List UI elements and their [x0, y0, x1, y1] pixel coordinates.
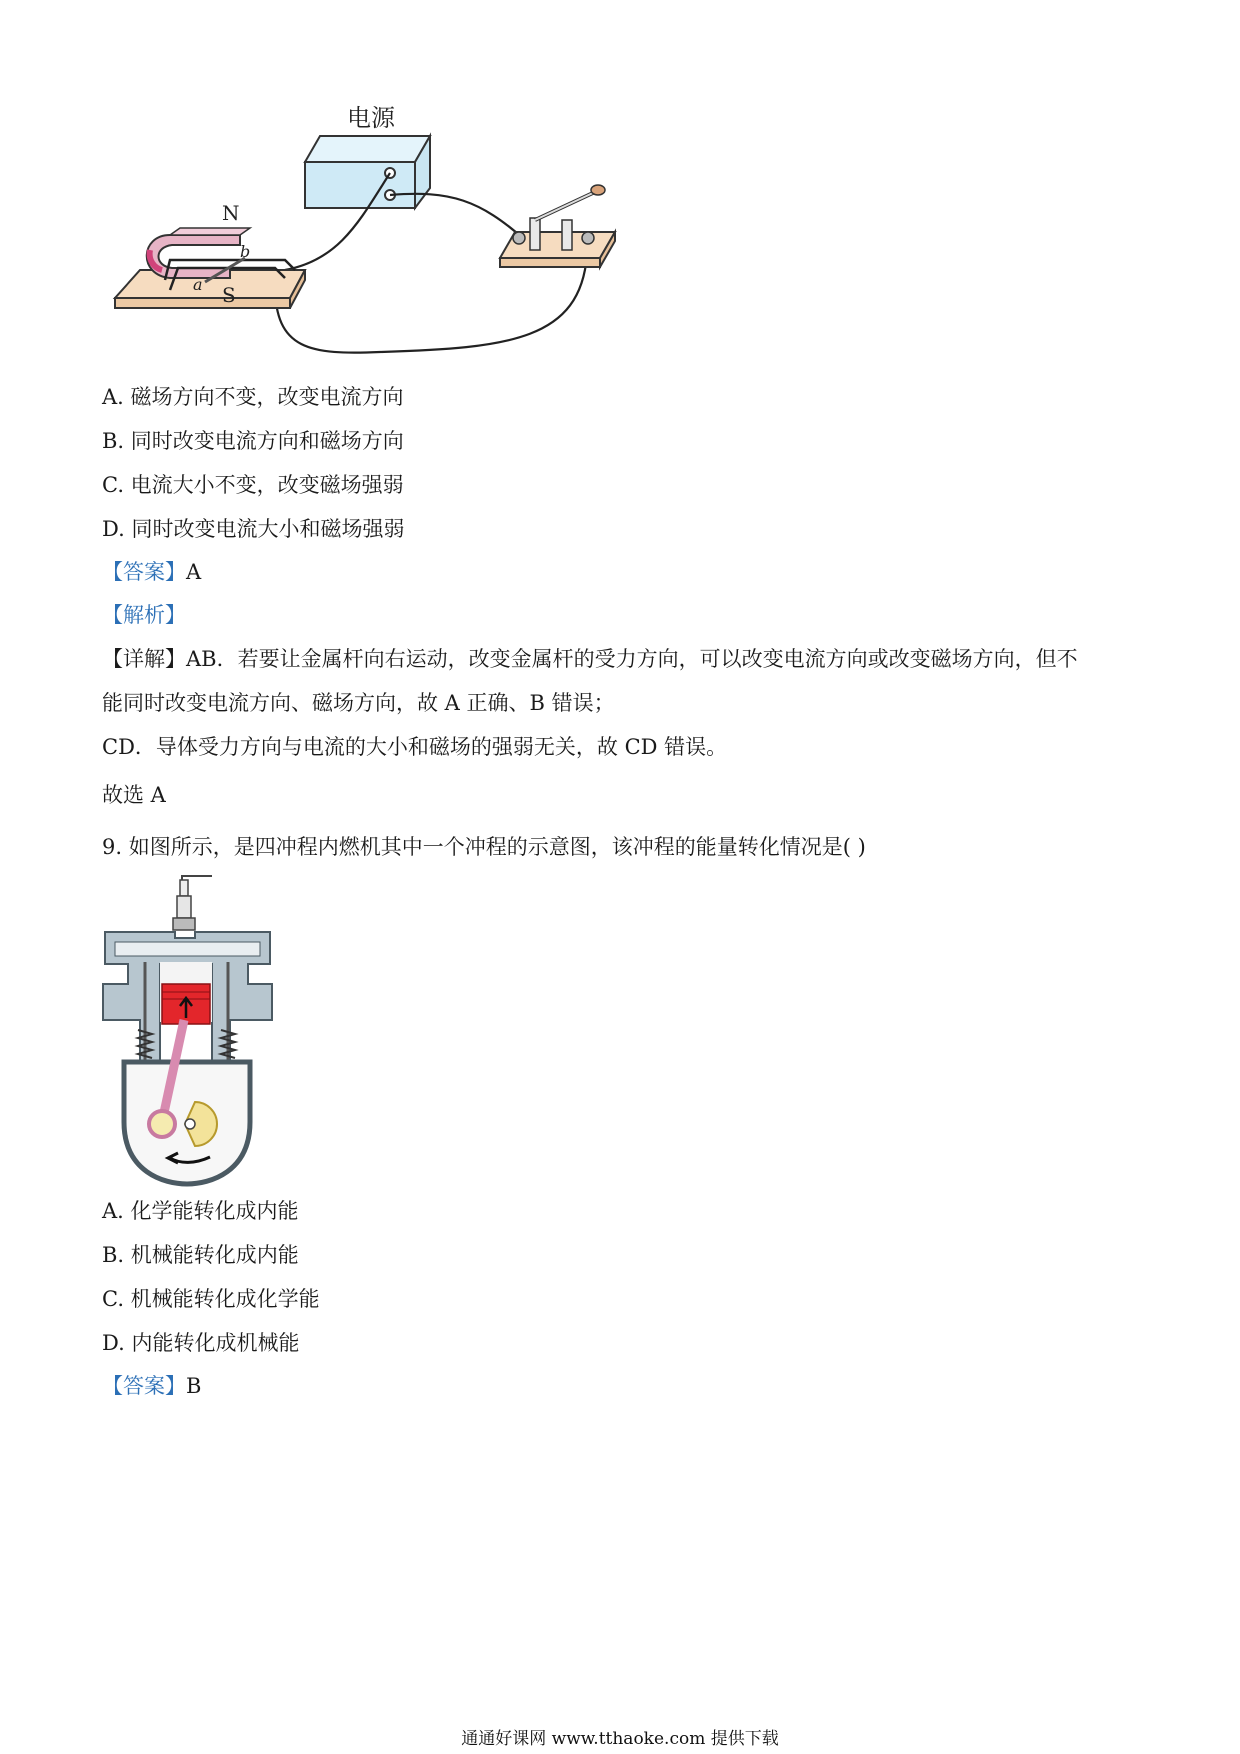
conclusion: 故选 A: [102, 783, 166, 807]
answer-value: A: [186, 560, 202, 584]
answer-tag: 【答案】: [102, 1374, 186, 1398]
wire: [275, 255, 587, 353]
option-d: D. 同时改变电流大小和磁场强弱: [102, 517, 405, 541]
power-label: 电源: [347, 104, 395, 132]
page-footer: 通通好课网 www.tthaoke.com 提供下载: [461, 1729, 779, 1749]
detail-line-3: CD．导体受力方向与电流的大小和磁场的强弱无关，故 CD 错误。: [102, 735, 728, 759]
magnet-n-label: N: [222, 201, 240, 225]
option-c: C. 电流大小不变，改变磁场强弱: [102, 473, 404, 497]
rod-a-label: a: [193, 275, 203, 294]
circuit-figure: [110, 100, 700, 400]
option-a: A. 磁场方向不变，改变电流方向: [102, 385, 404, 409]
power-supply: [305, 136, 430, 208]
question-9: 9. 如图所示，是四冲程内燃机其中一个冲程的示意图，该冲程的能量转化情况是( ): [102, 835, 866, 859]
q9-option-b: B. 机械能转化成内能: [102, 1243, 299, 1267]
answer-tag: 【答案】: [102, 560, 186, 584]
q9-option-c: C. 机械能转化成化学能: [102, 1287, 320, 1311]
detail-line-1: 【详解】AB．若要让金属杆向右运动，改变金属杆的受力方向，可以改变电流方向或改变磁场方向，但不: [102, 647, 1078, 671]
q9-option-d: D. 内能转化成机械能: [102, 1331, 300, 1355]
answer-line: [102, 557, 201, 587]
option-b: B. 同时改变电流方向和磁场方向: [102, 429, 404, 453]
magnet-s-label: S: [222, 283, 236, 307]
engine-figure: [100, 872, 275, 1187]
q9-answer-line: [102, 1371, 201, 1401]
rod-b-label: b: [240, 242, 251, 261]
answer-value: B: [186, 1374, 202, 1398]
spark-plug: [173, 876, 212, 930]
detail-line-2: 能同时改变电流方向、磁场方向，故 A 正确、B 错误；: [102, 691, 615, 715]
q9-option-a: A. 化学能转化成内能: [102, 1199, 299, 1223]
knife-switch: [500, 185, 615, 267]
analysis-tag: 【解析】: [102, 603, 186, 627]
